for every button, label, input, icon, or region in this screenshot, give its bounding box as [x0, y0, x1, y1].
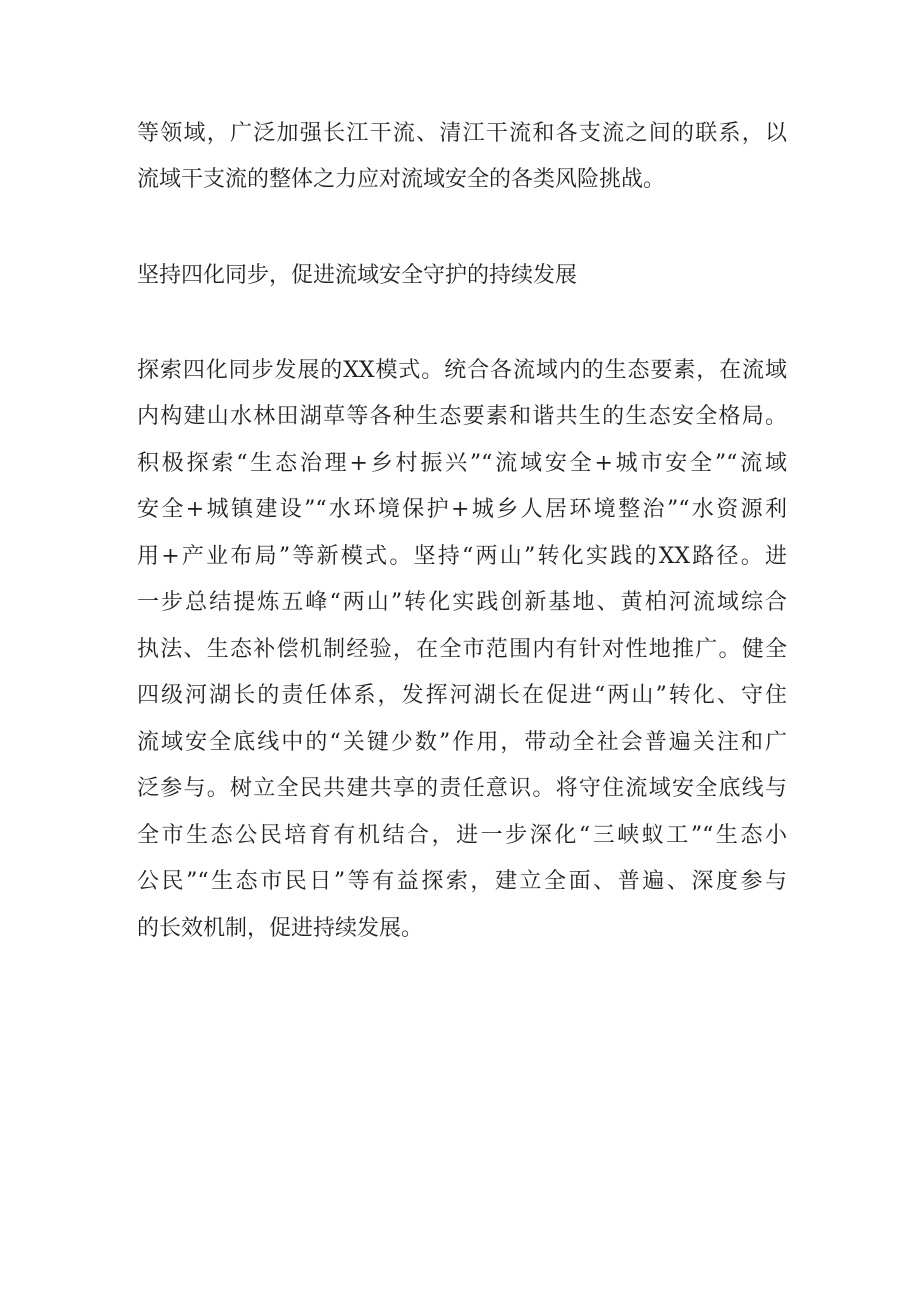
paragraph-2-line-13: 的长效机制，促进持续发展。 — [137, 916, 424, 941]
section-heading: 坚持四化同步，促进流域安全守护的持续发展 — [137, 263, 578, 288]
paragraph-1-line-2: 流域干支流的整体之力应对流域安全的各类风险挑战。 — [137, 167, 666, 192]
paragraph-2-line-1: 探索四化同步发展的XX模式。统合各流域内的生态要素，在流域 — [137, 358, 787, 383]
paragraph-2-line-12: 公民”“生态市民日”等有益探索，建立全面、普遍、深度参与 — [137, 869, 787, 894]
paragraph-2-line-3: 积极探索“生态治理+乡村振兴”“流域安全+城市安全”“流域 — [137, 451, 787, 476]
paragraph-2-line-6: 一步总结提炼五峰“两山”转化实践创新基地、黄柏河流域综合 — [137, 590, 787, 615]
paragraph-2-line-2: 内构建山水林田湖草等各种生态要素和谐共生的生态安全格局。 — [137, 404, 787, 429]
paragraph-2-line-7: 执法、生态补偿机制经验，在全市范围内有针对性地推广。健全 — [137, 637, 787, 662]
paragraph-2-line-5: 用+产业布局”等新模式。坚持“两山”转化实践的XX路径。进 — [137, 544, 787, 569]
paragraph-2-line-4: 安全+城镇建设”“水环境保护+城乡人居环境整治”“水资源利 — [137, 497, 787, 522]
paragraph-1-line-1: 等领域，广泛加强长江干流、清江干流和各支流之间的联系，以 — [137, 121, 787, 146]
paragraph-2-line-10: 泛参与。树立全民共建共享的责任意识。将守住流域安全底线与 — [137, 776, 787, 801]
paragraph-2-line-11: 全市生态公民培育有机结合，进一步深化“三峡蚁工”“生态小 — [137, 823, 787, 848]
paragraph-2-line-8: 四级河湖长的责任体系，发挥河湖长在促进“两山”转化、守住 — [137, 683, 787, 708]
paragraph-2-line-9: 流域安全底线中的“关键少数”作用，带动全社会普遍关注和广 — [137, 730, 787, 755]
